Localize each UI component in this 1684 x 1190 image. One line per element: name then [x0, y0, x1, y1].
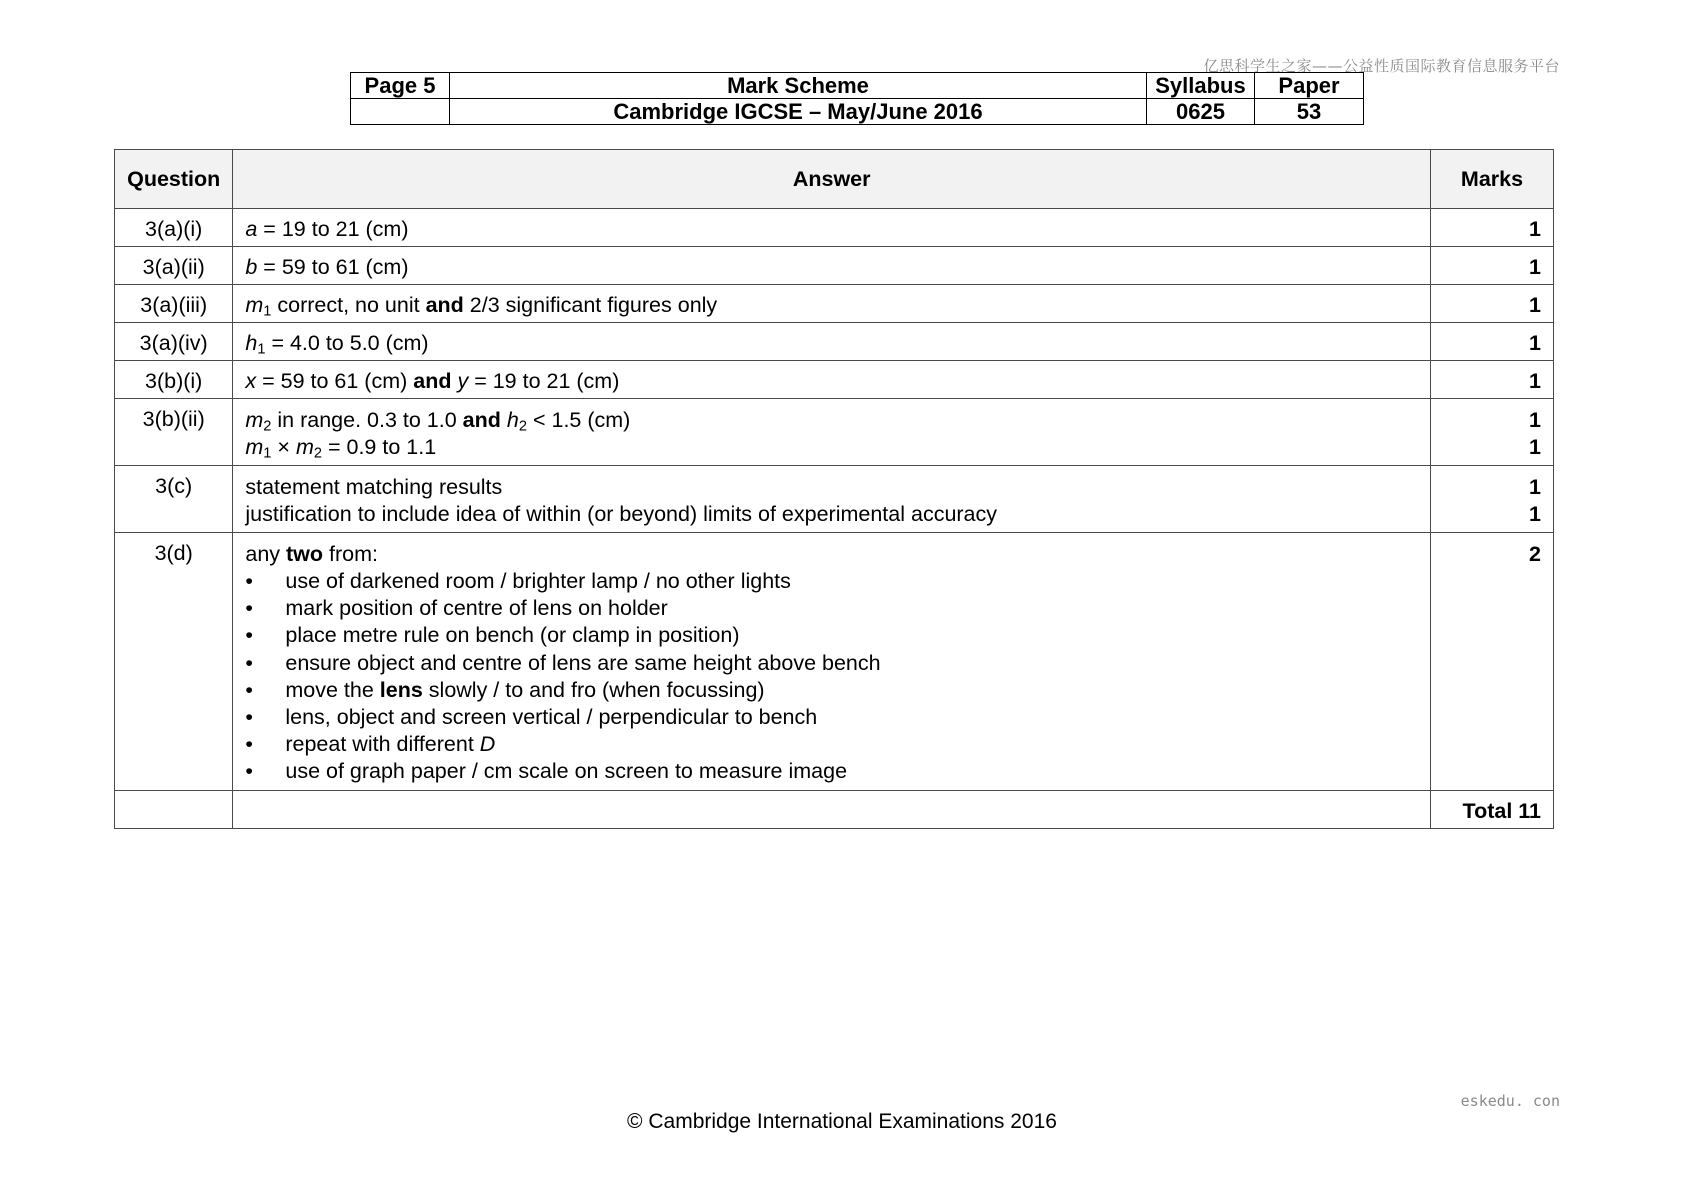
answer-text: = 4.0 to 5.0 (cm) — [265, 331, 429, 355]
variable: y — [457, 369, 469, 393]
bullet-icon: • — [245, 677, 253, 702]
bold-keyword: two — [286, 542, 324, 566]
marks-cell — [1431, 533, 1554, 791]
list-item-text: lens, object and screen vertical / perpendicular to bench — [285, 705, 818, 730]
mark-scheme-table — [114, 149, 1554, 829]
bullet-icon: • — [245, 650, 253, 675]
variable: D — [479, 732, 496, 757]
bold-keyword: and — [413, 369, 452, 393]
list-item — [245, 731, 1418, 758]
bullet-icon: • — [245, 569, 253, 593]
bold-keyword: and — [462, 408, 501, 432]
list-item-text: use of graph paper / cm scale on screen to measure image — [285, 759, 848, 784]
answer-line — [245, 434, 1418, 461]
header-table — [350, 72, 1364, 125]
variable: m — [245, 408, 264, 432]
question-cell: 3(c) — [115, 466, 233, 533]
bullet-icon: • — [245, 623, 253, 648]
column-header-answer: Answer — [233, 150, 1431, 209]
answer-cell — [233, 323, 1431, 361]
mark-value: 1 — [1529, 435, 1541, 459]
question-cell: 3(a)(iii) — [115, 285, 233, 323]
list-item-text: mark position of centre of lens on holder — [285, 596, 668, 621]
answer-text: from: — [323, 542, 378, 566]
mark-value: 1 — [1529, 502, 1541, 526]
answer-text: = 19 to 21 (cm) — [468, 369, 620, 393]
answer-cell — [233, 209, 1431, 247]
answer-text: = 59 to 61 (cm) — [257, 255, 409, 279]
operator: × — [271, 435, 296, 459]
header-paper-label: Paper — [1255, 73, 1364, 99]
variable: m — [245, 293, 264, 317]
table-row — [115, 361, 1554, 399]
answer-text: any — [245, 542, 286, 566]
answer-cell — [233, 466, 1431, 533]
marks-cell: 1 — [1431, 209, 1554, 247]
question-cell: 3(b)(ii) — [115, 399, 233, 466]
mark-value: 1 — [1529, 475, 1541, 499]
watermark-bottom: eskedu. con — [1460, 1092, 1560, 1110]
table-row — [115, 533, 1554, 791]
total-empty-question — [115, 790, 233, 828]
watermark-top: 亿思科学生之家——公益性质国际教育信息服务平台 — [1203, 57, 1560, 75]
question-cell: 3(a)(i) — [115, 209, 233, 247]
question-cell: 3(a)(iv) — [115, 323, 233, 361]
variable: m — [295, 435, 314, 459]
total-row — [115, 790, 1554, 828]
table-row — [115, 323, 1554, 361]
answer-line: justification to include idea of within (or beyond) limits of experimental accuracy — [245, 502, 998, 526]
answer-line: statement matching results — [245, 475, 503, 499]
list-item — [245, 758, 1418, 785]
table-row — [115, 399, 1554, 466]
marks-cell: 1 — [1431, 247, 1554, 285]
variable: b — [245, 255, 258, 279]
subscript: 1 — [263, 303, 272, 320]
table-row — [115, 466, 1554, 533]
list-item-text: ensure object and centre of lens are same height above bench — [285, 650, 881, 675]
answer-intro — [245, 541, 1418, 568]
answer-text: = 59 to 61 (cm) — [256, 369, 414, 393]
header-paper-number: 53 — [1255, 99, 1364, 125]
subscript: 2 — [518, 418, 527, 435]
variable: m — [245, 435, 264, 459]
total-marks: Total 11 — [1431, 790, 1554, 828]
list-item — [245, 622, 1418, 649]
bold-keyword: lens — [379, 677, 423, 702]
variable: a — [245, 217, 258, 241]
mark-value: 1 — [1529, 408, 1541, 432]
list-item — [245, 704, 1418, 731]
list-item-text: place metre rule on bench (or clamp in position) — [285, 623, 740, 648]
total-empty-answer — [233, 790, 1431, 828]
copyright-footer: © Cambridge International Examinations 2016 — [627, 1110, 1057, 1133]
list-item — [245, 568, 1418, 595]
answer-text: correct, no unit — [271, 293, 426, 317]
table-row — [115, 209, 1554, 247]
list-item — [245, 650, 1418, 677]
subscript: 1 — [263, 445, 272, 462]
list-item-text: move the — [285, 677, 380, 702]
subscript: 1 — [257, 341, 266, 358]
question-cell: 3(a)(ii) — [115, 247, 233, 285]
variable: h — [245, 331, 258, 355]
answer-text: = 19 to 21 (cm) — [257, 217, 409, 241]
list-item-text: repeat with different — [285, 732, 480, 757]
marks-cell — [1431, 399, 1554, 466]
question-cell: 3(d) — [115, 533, 233, 791]
header-mark-scheme: Mark Scheme — [450, 73, 1147, 99]
table-row — [115, 285, 1554, 323]
subscript: 2 — [313, 445, 322, 462]
bullet-icon: • — [245, 732, 253, 757]
answer-cell — [233, 399, 1431, 466]
header-page: Page 5 — [351, 73, 450, 99]
header-exam: Cambridge IGCSE – May/June 2016 — [450, 99, 1147, 125]
variable: h — [506, 408, 519, 432]
answer-cell — [233, 247, 1431, 285]
marks-cell: 1 — [1431, 361, 1554, 399]
mark-value: 2 — [1529, 542, 1541, 566]
answer-cell — [233, 361, 1431, 399]
answer-cell — [233, 285, 1431, 323]
answer-text: < 1.5 (cm) — [527, 408, 631, 432]
answer-line — [245, 407, 1418, 434]
bullet-icon: • — [245, 705, 253, 730]
subscript: 2 — [263, 418, 272, 435]
list-item — [245, 595, 1418, 622]
answer-text: in range. 0.3 to 1.0 — [271, 408, 463, 432]
answer-text: 2/3 significant figures only — [463, 293, 718, 317]
marks-cell: 1 — [1431, 323, 1554, 361]
list-item-text: use of darkened room / brighter lamp / no other lights — [285, 569, 791, 593]
list-item-text: slowly / to and fro (when focussing) — [422, 677, 765, 702]
header-syllabus-label: Syllabus — [1147, 73, 1255, 99]
answer-cell — [233, 533, 1431, 791]
bold-keyword: and — [425, 293, 464, 317]
list-item — [245, 677, 1418, 704]
header-syllabus-code: 0625 — [1147, 99, 1255, 125]
marks-cell — [1431, 466, 1554, 533]
table-row — [115, 247, 1554, 285]
column-header-marks: Marks — [1431, 150, 1554, 209]
question-cell: 3(b)(i) — [115, 361, 233, 399]
bullet-icon: • — [245, 596, 253, 621]
table-header-row — [115, 150, 1554, 209]
marks-cell: 1 — [1431, 285, 1554, 323]
header-empty-cell — [351, 99, 450, 125]
answer-text: = 0.9 to 1.1 — [322, 435, 437, 459]
bullet-icon: • — [245, 759, 253, 784]
variable: x — [245, 369, 257, 393]
bullet-list — [245, 568, 1418, 786]
column-header-question: Question — [115, 150, 233, 209]
